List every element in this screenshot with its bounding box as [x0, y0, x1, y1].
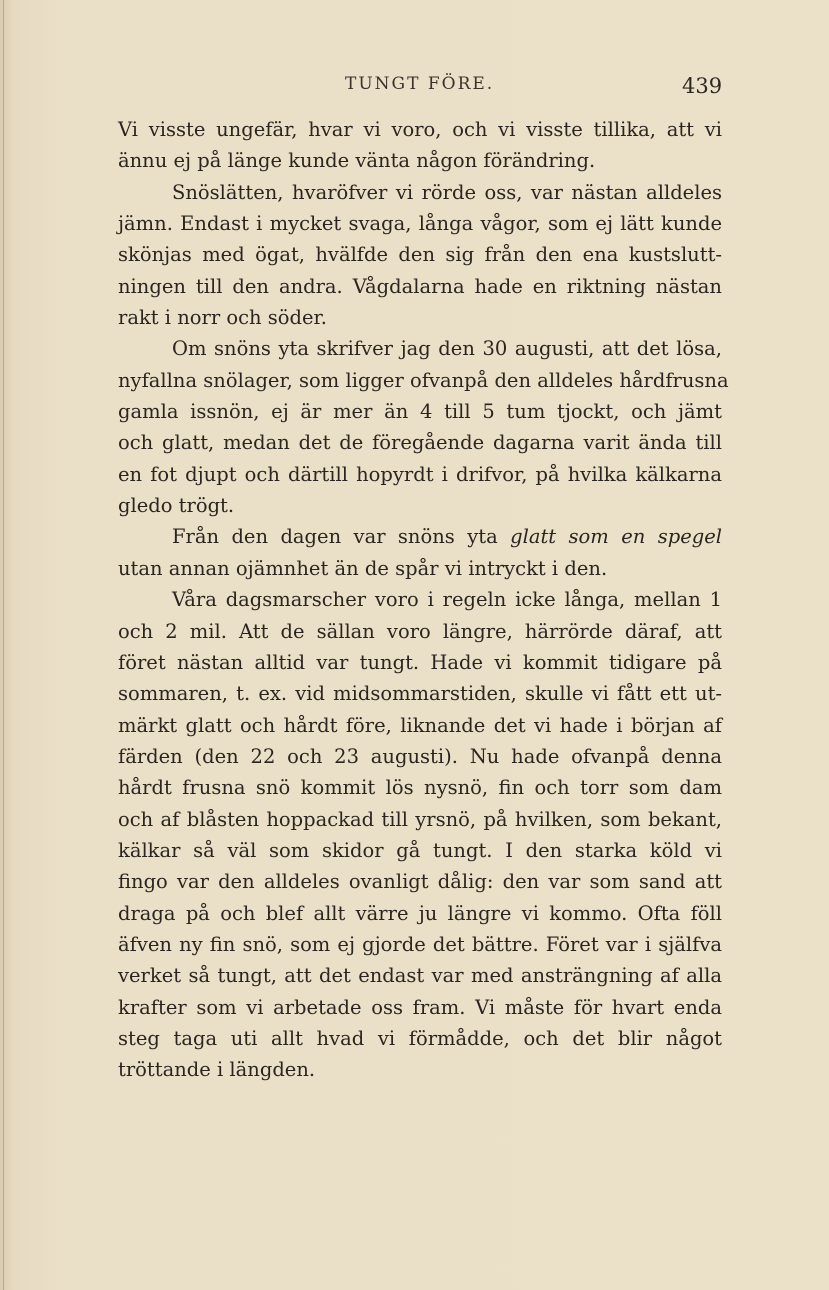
- text-line: ningen till den andra. Vågdalarna hade en riktning nästan: [118, 274, 722, 298]
- paragraph-1: [118, 114, 722, 177]
- text-line: krafter som vi arbetade oss fram. Vi måste för hvart enda: [118, 995, 722, 1019]
- text-line: kälkar så väl som skidor gå tungt. I den starka köld vi: [118, 838, 722, 862]
- text-line: och glatt, medan det de föregående dagarna varit ända till: [118, 431, 722, 455]
- text-line: jämn. Endast i mycket svaga, långa vågor, som ej lätt kunde: [118, 212, 722, 236]
- text-line: nyfallna snölager, som ligger ofvanpå den alldeles hårdfrusna: [118, 368, 729, 392]
- text-line: ännu ej på länge kunde vänta någon förändring.: [118, 149, 596, 173]
- text-line: sommaren, t. ex. vid midsommarstiden, skulle vi fått ett ut-: [118, 682, 722, 706]
- text-line: och 2 mil. Att de sällan voro längre, härrörde däraf, att: [118, 619, 722, 643]
- text-line: gamla issnön, ej är mer än 4 till 5 tum tjockt, och jämt: [118, 400, 722, 424]
- text-line: hårdt frusna snö kommit lös nysnö, fin och torr som dam: [118, 776, 722, 800]
- text-line: draga på och blef allt värre ju längre vi kommo. Ofta föll: [118, 901, 722, 925]
- text-line: tröttande i längden.: [118, 1058, 316, 1082]
- text-line: Våra dagsmarscher voro i regeln icke långa, mellan 1: [172, 588, 722, 612]
- text-line: verket så tungt, att det endast var med ansträngning af alla: [118, 964, 722, 988]
- text-line: föret nästan alltid var tungt. Hade vi kommit tidigare på: [118, 650, 722, 674]
- text-line: Om snöns yta skrifver jag den 30 augusti, att det lösa,: [172, 337, 722, 361]
- text-line: steg taga uti allt hvad vi förmådde, och det blir något: [118, 1026, 722, 1050]
- page-gutter-edge: [3, 0, 4, 1290]
- text-line: Vi visste ungefär, hvar vi voro, och vi visste tillika, att vi: [118, 118, 722, 141]
- text-run: Från den dagen var snöns yta: [172, 525, 511, 549]
- body-text: [118, 114, 729, 1086]
- text-line: en fot djupt och därtill hopyrdt i drifvor, på hvilka kälkarna: [118, 462, 722, 486]
- text-line: rakt i norr och söder.: [118, 306, 327, 330]
- text-line: [118, 521, 722, 552]
- page-number: 439: [682, 74, 723, 98]
- text-line: färden (den 22 och 23 augusti). Nu hade ofvanpå denna: [118, 744, 722, 768]
- text-line: skönjas med ögat, hvälfde den sig från den ena kustslutt-: [118, 243, 722, 267]
- paragraph-4: [118, 521, 722, 584]
- text-line: och af blåsten hoppackad till yrsnö, på hvilken, som bekant,: [118, 807, 722, 831]
- text-line: märkt glatt och hårdt före, liknande det vi hade i början af: [118, 713, 722, 737]
- paragraph-5: [118, 584, 722, 1086]
- text-line: Snöslätten, hvaröfver vi rörde oss, var nästan alldeles: [172, 180, 722, 204]
- text-line: fingo var den alldeles ovanligt dålig: den var som sand att: [118, 870, 722, 894]
- italic-phrase: glatt som en spegel: [510, 525, 722, 549]
- paragraph-3: [118, 333, 729, 521]
- running-head-title: TUNGT FÖRE.: [345, 74, 495, 94]
- text-line: gledo trögt.: [118, 494, 235, 518]
- paragraph-2: [118, 177, 722, 334]
- text-line: äfven ny fin snö, som ej gjorde det bättre. Föret var i själfva: [118, 932, 722, 956]
- text-line: utan annan ojämnhet än de spår vi intryckt i den.: [118, 556, 608, 580]
